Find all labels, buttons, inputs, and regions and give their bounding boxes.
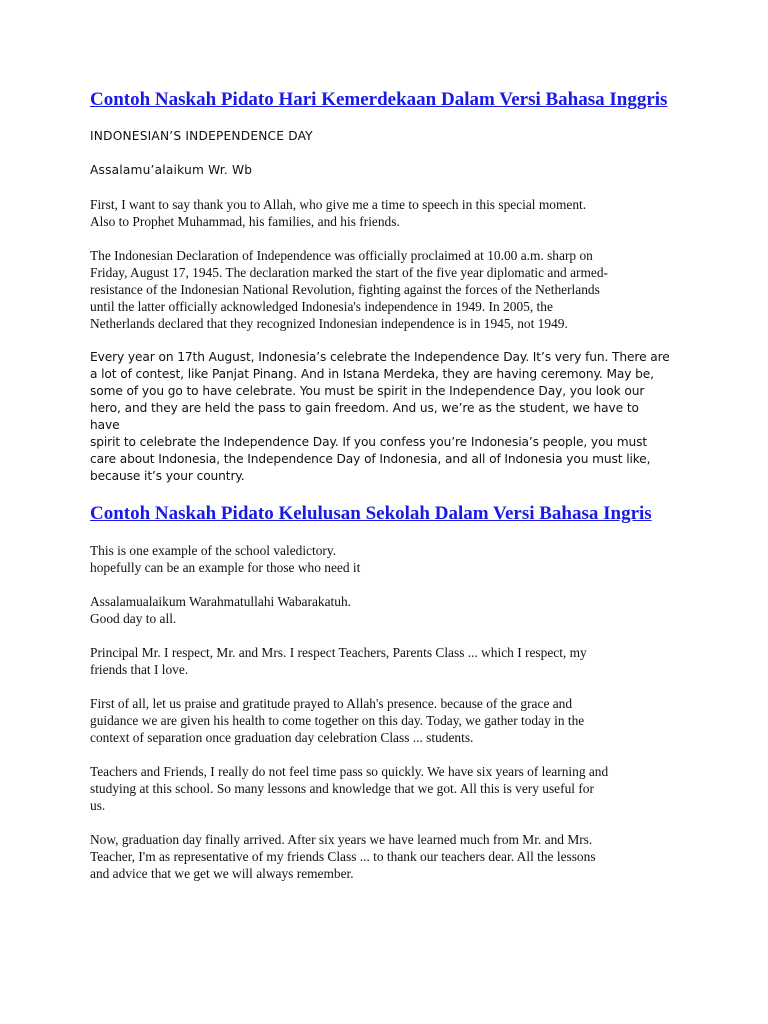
text-line: Teacher, I'm as representative of my friends Class ... to thank our teachers dear. All the lessons — [90, 849, 596, 864]
text-line: care about Indonesia, the Independence Day of Indonesia, and all of Indonesia you must like, — [90, 452, 651, 466]
text-line: context of separation once graduation day celebration Class ... students. — [90, 730, 474, 745]
text-line: Friday, August 17, 1945. The declaration marked the start of the five year diplomatic and armed- — [90, 265, 608, 280]
paragraph-declaration — [90, 247, 670, 332]
text-line: hopefully can be an example for those who need it — [90, 560, 361, 575]
heading-graduation-speech — [90, 502, 670, 525]
heading-link-graduation[interactable]: Contoh Naskah Pidato Kelulusan Sekolah Dalam Versi Bahasa Ingris — [90, 503, 652, 524]
text-line: Teachers and Friends, I really do not feel time pass so quickly. We have six years of learning and — [90, 764, 609, 779]
paragraph-gratitude — [90, 695, 670, 746]
text-line: studying at this school. So many lessons and knowledge that we got. All this is very useful for — [90, 781, 594, 796]
text-line: Good day to all. — [90, 611, 177, 626]
text-line: Every year on 17th August, Indonesia’s celebrate the Independence Day. It’s very fun. There are — [90, 350, 670, 364]
heading-link-independence[interactable]: Contoh Naskah Pidato Hari Kemerdekaan Dalam Versi Bahasa Inggris — [90, 89, 668, 110]
text-line: some of you go to have celebrate. You must be spirit in the Independence Day, you look our — [90, 384, 645, 398]
text-line: guidance we are given his health to come together on this day. Today, we gather today in the — [90, 713, 585, 728]
text-line: First of all, let us praise and gratitude prayed to Allah's presence. because of the grace and — [90, 696, 573, 711]
text-line: resistance of the Indonesian National Revolution, fighting against the forces of the Netherlands — [90, 282, 600, 297]
heading-independence-speech — [90, 88, 670, 111]
text-line: hero, and they are held the pass to gain freedom. And us, we’re as the student, we have to have — [90, 401, 639, 432]
text-line: Principal Mr. I respect, Mr. and Mrs. I respect Teachers, Parents Class ... which I respect, my — [90, 645, 587, 660]
text-line: until the latter officially acknowledged Indonesia's independence in 1949. In 2005, the — [90, 299, 553, 314]
text-line: Assalamualaikum Warahmatullahi Wabarakatuh. — [90, 594, 351, 609]
paragraph-respect — [90, 644, 670, 678]
greeting-text: Assalamu’alaikum Wr. Wb — [90, 163, 253, 177]
text-line: Netherlands declared that they recognized Indonesian independence is in 1945, not 1949. — [90, 316, 568, 331]
text-line: and advice that we get we will always remember. — [90, 866, 354, 881]
speech-title: INDONESIAN’S INDEPENDENCE DAY — [90, 129, 313, 143]
text-line: a lot of contest, like Panjat Pinang. And in Istana Merdeka, they are having ceremony. May be, — [90, 367, 654, 381]
paragraph-time-pass — [90, 763, 670, 814]
paragraph-celebration — [90, 349, 670, 485]
text-line: First, I want to say thank you to Allah, who give me a time to speech in this special moment. — [90, 197, 587, 212]
paragraph-graduation-day — [90, 831, 670, 882]
text-line: The Indonesian Declaration of Independence was officially proclaimed at 10.00 a.m. sharp on — [90, 248, 593, 263]
text-line: because it’s your country. — [90, 469, 245, 483]
text-line: Also to Prophet Muhammad, his families, and his friends. — [90, 214, 400, 229]
paragraph-thanks — [90, 196, 670, 230]
text-line: Now, graduation day finally arrived. After six years we have learned much from Mr. and Mrs. — [90, 832, 593, 847]
paragraph-greeting — [90, 593, 670, 627]
paragraph-intro — [90, 542, 670, 576]
document-page — [90, 88, 670, 899]
text-line: us. — [90, 798, 106, 813]
text-line: friends that I love. — [90, 662, 189, 677]
text-line: This is one example of the school valedictory. — [90, 543, 337, 558]
text-line: spirit to celebrate the Independence Day. If you confess you’re Indonesia’s people, you must — [90, 435, 648, 449]
